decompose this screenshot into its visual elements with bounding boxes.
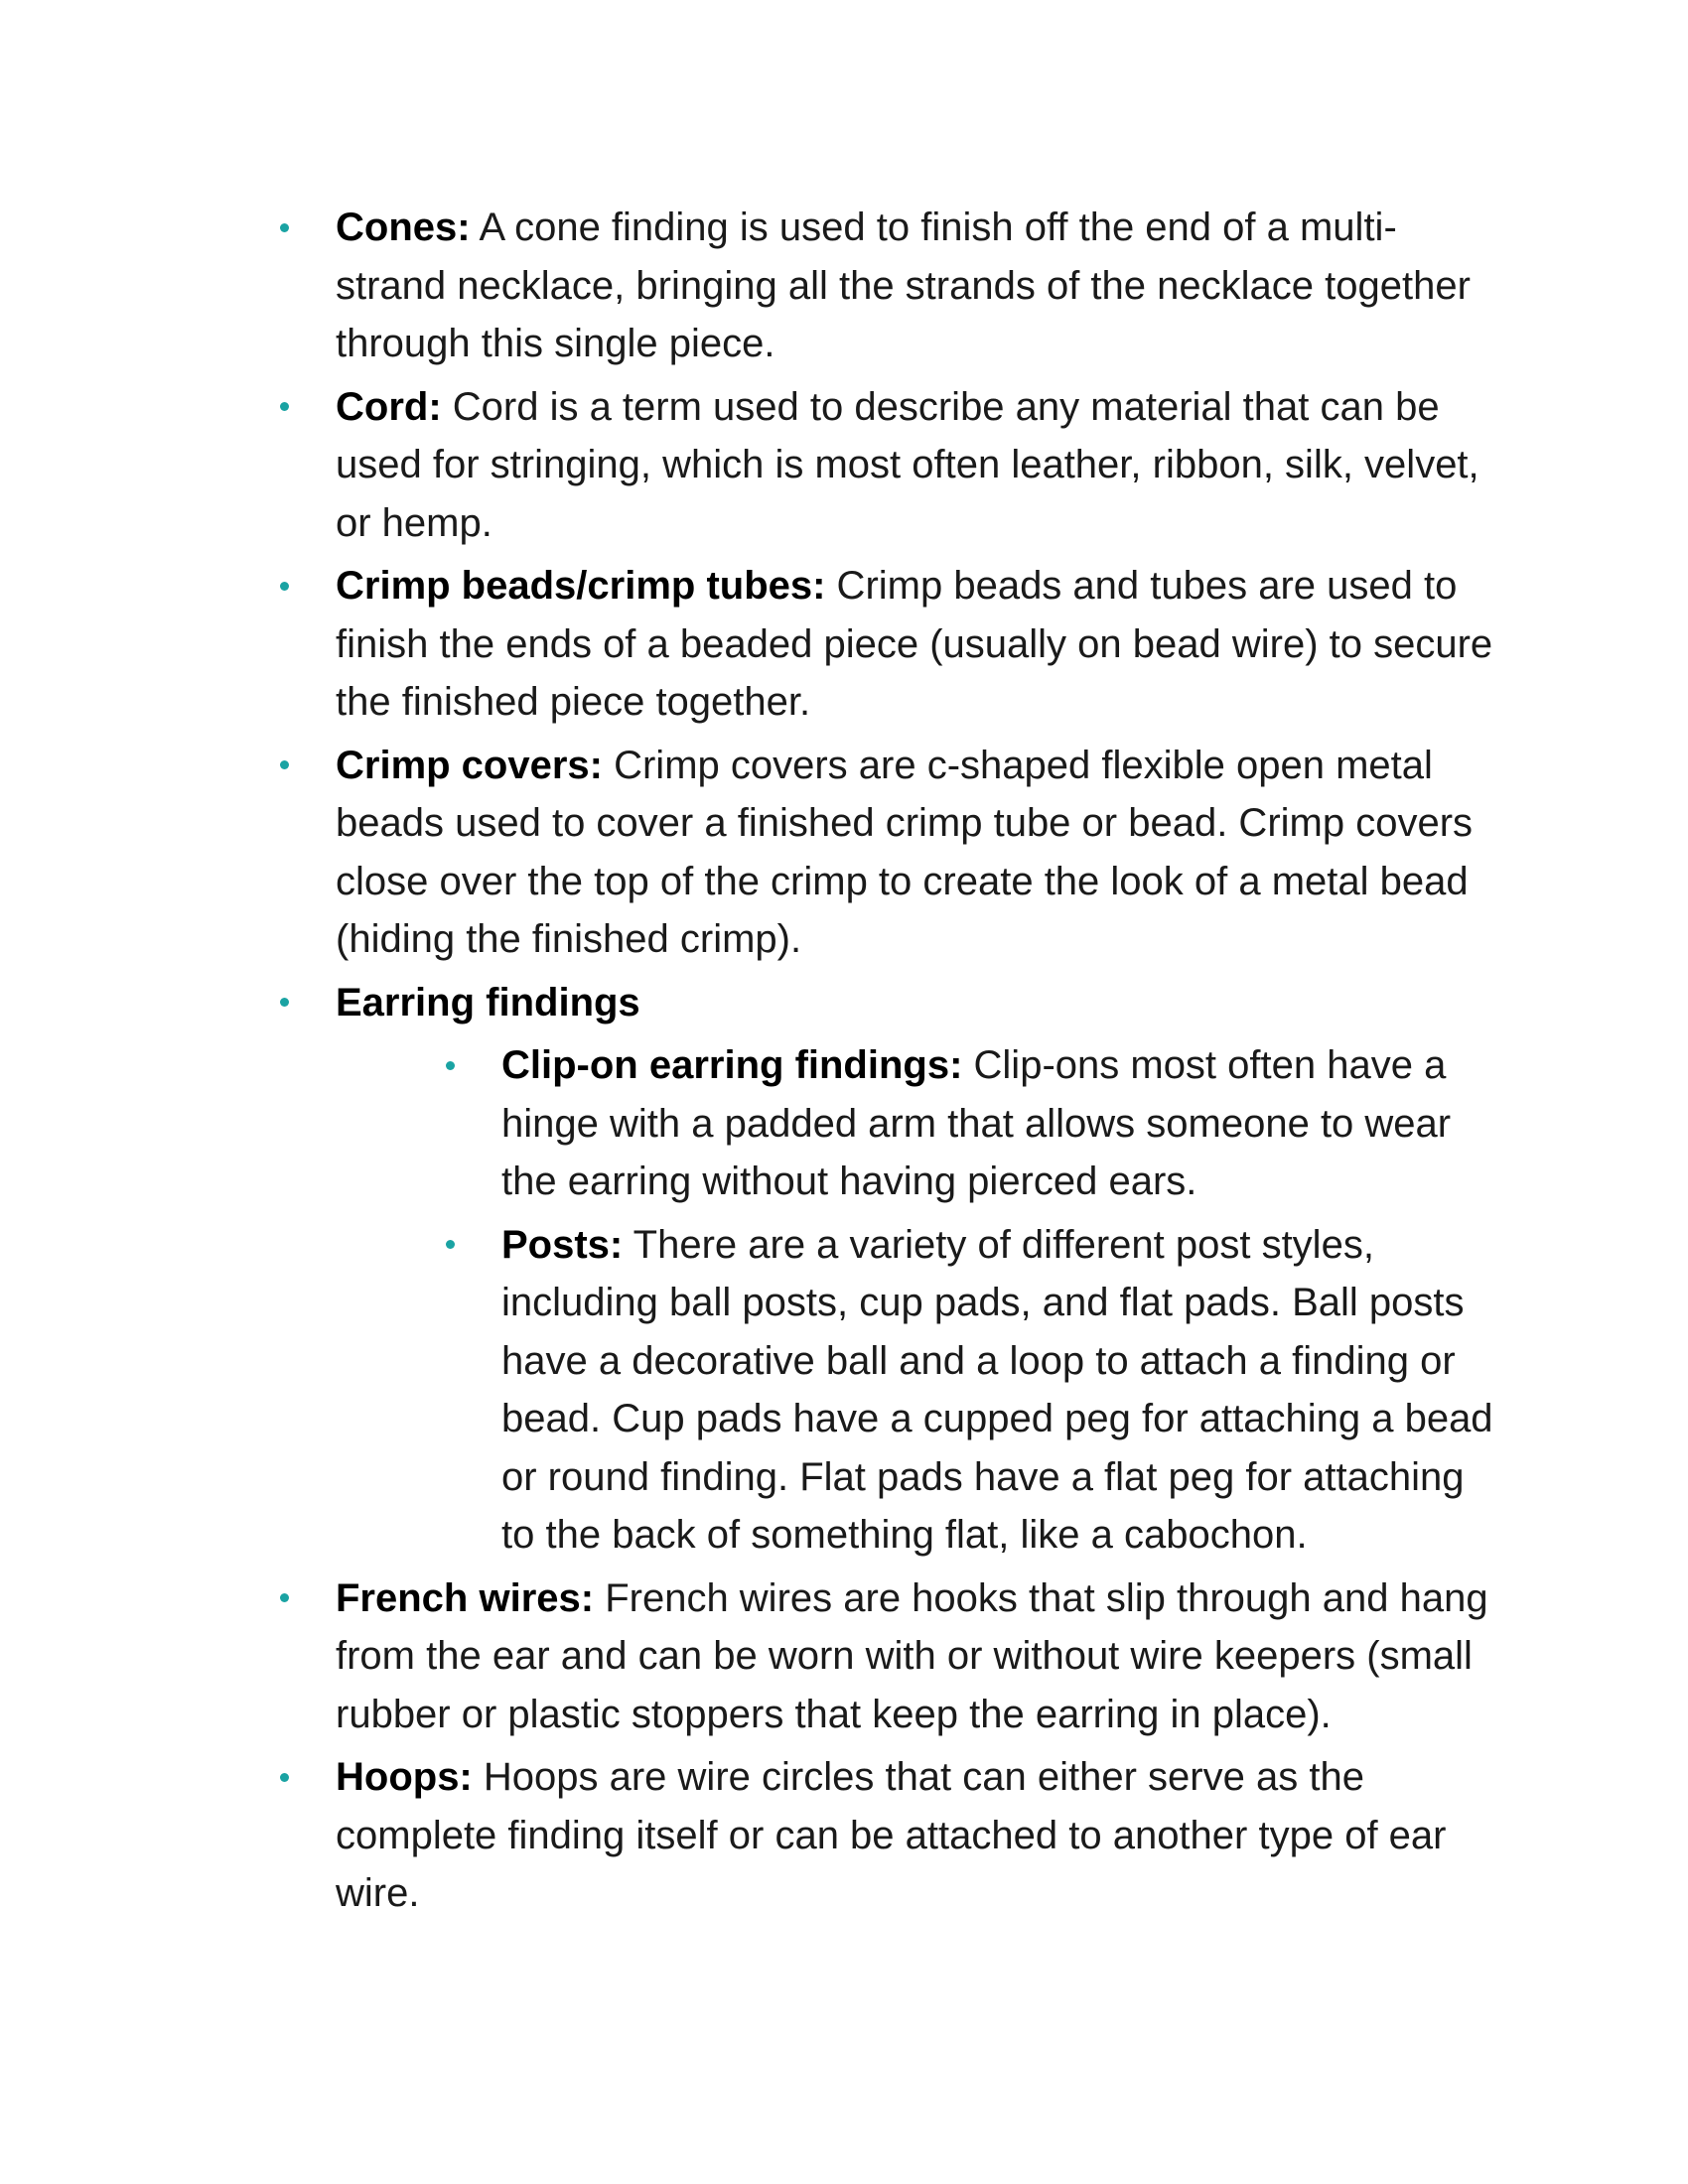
list-item-crimp-covers (274, 737, 1495, 969)
term-label: French wires: (336, 1575, 595, 1620)
bullet-icon (440, 1036, 460, 1095)
term-definition: A cone finding is used to finish off the end of a multi-strand necklace, bringing all the strands of the necklace together through this single piece. (336, 205, 1471, 365)
bullet-icon (274, 737, 294, 795)
list-item-cones (274, 199, 1495, 373)
term-label: Posts: (501, 1222, 624, 1267)
term-definition: There are a variety of different post styles, including ball posts, cup pads, and flat pads. Ball posts have a decorative ball and a loop to attach a finding or bead. Cup pads have a cupped peg for attaching a bead or round finding. Flat pads have a flat peg for attaching to the back of something flat, like a cabochon. (501, 1222, 1493, 1557)
term-label: Crimp covers: (336, 743, 603, 787)
list-item-cord (274, 378, 1495, 553)
list-item-posts (440, 1216, 1495, 1565)
bullet-icon (440, 1216, 460, 1275)
bullet-icon (274, 557, 294, 615)
term-definition: Hoops are wire circles that can either serve as the complete finding itself or can be attached to another type of ear wire. (336, 1755, 1447, 1915)
term-definition: Clip-ons most often have a hinge with a padded arm that allows someone to wear the earring without having pierced ears. (501, 1043, 1452, 1203)
findings-glossary-list (274, 199, 1495, 1928)
term-label: Clip-on earring findings: (501, 1043, 963, 1087)
term-label: Cord: (336, 384, 442, 429)
bullet-icon (274, 1570, 294, 1628)
bullet-icon (274, 974, 294, 1032)
term-label: Crimp beads/crimp tubes: (336, 564, 826, 608)
list-item-crimp-beads (274, 557, 1495, 732)
list-item-hoops (274, 1748, 1495, 1923)
term-definition: French wires are hooks that slip through and hang from the ear and can be worn with or without wire keepers (small rubber or plastic stoppers that keep the earring in place). (336, 1575, 1488, 1736)
bullet-icon (274, 1748, 294, 1807)
term-definition: Crimp beads and tubes are used to finish the ends of a beaded piece (usually on bead wire) to secure the finished piece together. (336, 564, 1493, 724)
term-definition: Crimp covers are c-shaped flexible open metal beads used to cover a finished crimp tube or bead. Crimp covers close over the top of the crimp to create the look of a metal bead (hiding the finished crimp). (336, 743, 1474, 961)
list-item-clip-on (440, 1036, 1495, 1211)
term-label: Hoops: (336, 1755, 473, 1799)
earring-findings-sublist (336, 1036, 1495, 1565)
term-label: Earring findings (336, 980, 640, 1024)
list-item-earring-findings (274, 974, 1495, 1565)
list-item-french-wires (274, 1570, 1495, 1744)
bullet-icon (274, 378, 294, 437)
bullet-icon (274, 199, 294, 257)
term-label: Cones: (336, 205, 471, 249)
term-definition: Cord is a term used to describe any material that can be used for stringing, which is most often leather, ribbon, silk, velvet, or hemp. (336, 384, 1479, 545)
